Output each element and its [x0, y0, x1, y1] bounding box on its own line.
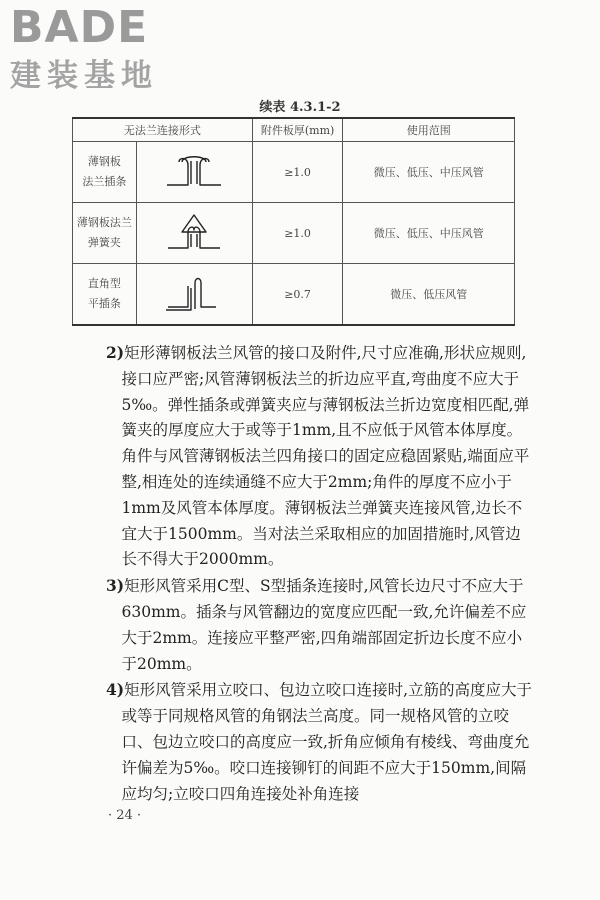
s-clip-profile-icon — [154, 148, 234, 194]
usage-range-cell: 微压、低压、中压风管 — [343, 203, 515, 264]
brand-name-cn: 建装基地 — [10, 58, 158, 94]
paragraph — [106, 677, 536, 807]
form-name-line: 平插条 — [87, 297, 121, 310]
brand-logo — [10, 2, 158, 94]
form-name-line: 法兰插条 — [82, 175, 127, 188]
paragraph-text: 矩形薄钢板法兰风管的接口及附件,尺寸应准确,形状应规则,接口应严密;风管薄钢板法兰的折边应平直,弯曲度不应大于5‰。弹性插条或弹簧夹应与薄钢板法兰折边宽度相匹配,弹簧夹的厚度应大于或等于1mm,且不应低于风管本体厚度。角件与风管薄钢板法兰四角接口的固定应稳固紧贴,端面应平整,相连处的连续通缝不应大于2mm;角件的厚度不应小于1mm及风管本体厚度。薄钢板法兰弹簧夹连接风管,边长不宜大于1500mm。当对法兰采取相应的加固措施时,风管边长不得大于2000mm。 — [121, 344, 530, 569]
item-number: 2) — [106, 343, 125, 362]
table-row — [73, 142, 515, 203]
brand-name-en: BADE — [10, 2, 149, 53]
body-text — [106, 340, 536, 807]
table-row — [73, 264, 515, 326]
form-name-line: 薄钢板法兰 — [76, 216, 132, 229]
form-name-cell — [73, 142, 137, 203]
usage-range-cell: 微压、低压、中压风管 — [343, 142, 515, 203]
form-name-cell — [73, 264, 137, 326]
page-number: · 24 · — [108, 808, 142, 823]
paragraph-text: 矩形风管采用C型、S型插条连接时,风管长边尺寸不应大于630mm。插条与风管翻边的宽度应匹配一致,允许偏差不应大于2mm。连接应平整严密,四角端部固定折边长度不应小于20mm。 — [121, 577, 527, 673]
form-name-line: 薄钢板 — [87, 155, 121, 168]
profile-cell — [136, 203, 252, 264]
table-header-row — [73, 118, 515, 142]
header-thickness: 附件板厚(mm) — [252, 118, 343, 142]
form-name-line: 弹簧夹 — [87, 236, 121, 249]
header-usage-range: 使用范围 — [343, 118, 515, 142]
form-name-line: 直角型 — [87, 277, 121, 290]
usage-range-cell: 微压、低压风管 — [343, 264, 515, 326]
item-number: 4) — [106, 680, 125, 700]
table-caption: 续表 4.3.1-2 — [259, 100, 341, 115]
thickness-cell: ≥1.0 — [252, 142, 343, 203]
thickness-cell: ≥1.0 — [252, 203, 343, 264]
profile-cell — [136, 142, 252, 203]
paragraph-text: 矩形风管采用立咬口、包边立咬口连接时,立筋的高度应大于或等于同规格风管的角钢法兰高度。同一规格风管的立咬口、包边立咬口的高度应一致,折角应倾角有棱线、弯曲度允许偏差为5‰。咬口连接铆钉的间距不应大于150mm,间隔应均匀;立咬口四角连接处补角连接 — [121, 681, 533, 803]
thickness-cell: ≥0.7 — [252, 264, 343, 326]
item-number: 3) — [106, 576, 125, 596]
right-angle-strip-profile-icon — [154, 269, 234, 317]
connection-spec-table — [72, 117, 515, 326]
form-name-cell — [73, 203, 137, 264]
table-row — [73, 203, 515, 264]
paragraph — [106, 573, 536, 677]
paragraph — [106, 340, 536, 573]
profile-cell — [136, 264, 252, 326]
header-connection-form: 无法兰连接形式 — [73, 118, 253, 142]
spring-clip-profile-icon — [154, 208, 234, 256]
